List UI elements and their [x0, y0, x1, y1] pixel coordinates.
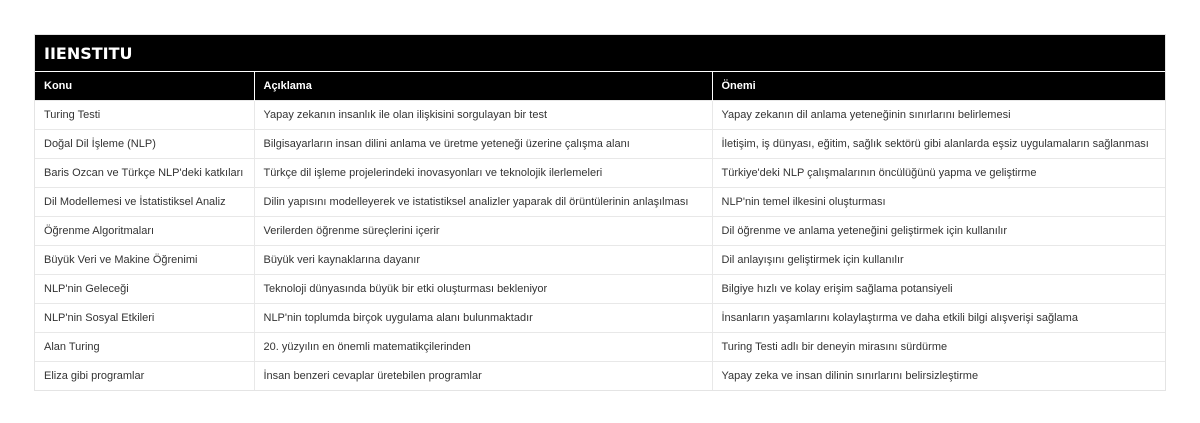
table-cell: Baris Ozcan ve Türkçe NLP'deki katkıları: [35, 158, 254, 187]
table-row: [35, 216, 1165, 245]
table-cell: Turing Testi adlı bir deneyin mirasını sürdürme: [712, 332, 1165, 361]
table-row: [35, 303, 1165, 332]
table-row: [35, 274, 1165, 303]
table-row: [35, 245, 1165, 274]
data-table-container: [34, 34, 1166, 391]
table-cell: Teknoloji dünyasında büyük bir etki oluşturması bekleniyor: [254, 274, 712, 303]
table-cell: NLP'nin Geleceği: [35, 274, 254, 303]
table-row: [35, 158, 1165, 187]
table-cell: Dil anlayışını geliştirmek için kullanılır: [712, 245, 1165, 274]
table-cell: 20. yüzyılın en önemli matematikçilerinden: [254, 332, 712, 361]
column-header-aciklama: Açıklama: [254, 72, 712, 100]
table-row: [35, 332, 1165, 361]
table-cell: Yapay zeka ve insan dilinin sınırlarını belirsizleştirme: [712, 361, 1165, 390]
table-row: [35, 129, 1165, 158]
table-row: [35, 361, 1165, 390]
table-row: [35, 100, 1165, 129]
data-table: [35, 72, 1165, 390]
table-cell: Türkiye'deki NLP çalışmalarının öncülüğünü yapma ve geliştirme: [712, 158, 1165, 187]
table-cell: Dil öğrenme ve anlama yeteneğini geliştirmek için kullanılır: [712, 216, 1165, 245]
table-cell: NLP'nin temel ilkesini oluşturması: [712, 187, 1165, 216]
table-cell: Eliza gibi programlar: [35, 361, 254, 390]
table-cell: Doğal Dil İşleme (NLP): [35, 129, 254, 158]
table-cell: Bilgiye hızlı ve kolay erişim sağlama potansiyeli: [712, 274, 1165, 303]
brand-title: IIENSTITU: [35, 35, 1165, 72]
table-cell: Verilerden öğrenme süreçlerini içerir: [254, 216, 712, 245]
table-cell: NLP'nin toplumda birçok uygulama alanı bulunmaktadır: [254, 303, 712, 332]
table-cell: Bilgisayarların insan dilini anlama ve üretme yeteneği üzerine çalışma alanı: [254, 129, 712, 158]
table-cell: İnsanların yaşamlarını kolaylaştırma ve daha etkili bilgi alışverişi sağlama: [712, 303, 1165, 332]
table-cell: NLP'nin Sosyal Etkileri: [35, 303, 254, 332]
table-cell: Türkçe dil işleme projelerindeki inovasyonları ve teknolojik ilerlemeleri: [254, 158, 712, 187]
table-cell: Öğrenme Algoritmaları: [35, 216, 254, 245]
table-header-row: [35, 72, 1165, 100]
table-row: [35, 187, 1165, 216]
table-cell: Yapay zekanın insanlık ile olan ilişkisini sorgulayan bir test: [254, 100, 712, 129]
column-header-konu: Konu: [35, 72, 254, 100]
table-cell: Yapay zekanın dil anlama yeteneğinin sınırlarını belirlemesi: [712, 100, 1165, 129]
column-header-onemi: Önemi: [712, 72, 1165, 100]
table-cell: Turing Testi: [35, 100, 254, 129]
table-cell: Alan Turing: [35, 332, 254, 361]
table-cell: Büyük Veri ve Makine Öğrenimi: [35, 245, 254, 274]
table-cell: Dil Modellemesi ve İstatistiksel Analiz: [35, 187, 254, 216]
table-cell: İletişim, iş dünyası, eğitim, sağlık sektörü gibi alanlarda eşsiz uygulamaların sağlanması: [712, 129, 1165, 158]
table-cell: İnsan benzeri cevaplar üretebilen programlar: [254, 361, 712, 390]
table-cell: Büyük veri kaynaklarına dayanır: [254, 245, 712, 274]
table-cell: Dilin yapısını modelleyerek ve istatistiksel analizler yaparak dil örüntülerinin anlaşılması: [254, 187, 712, 216]
